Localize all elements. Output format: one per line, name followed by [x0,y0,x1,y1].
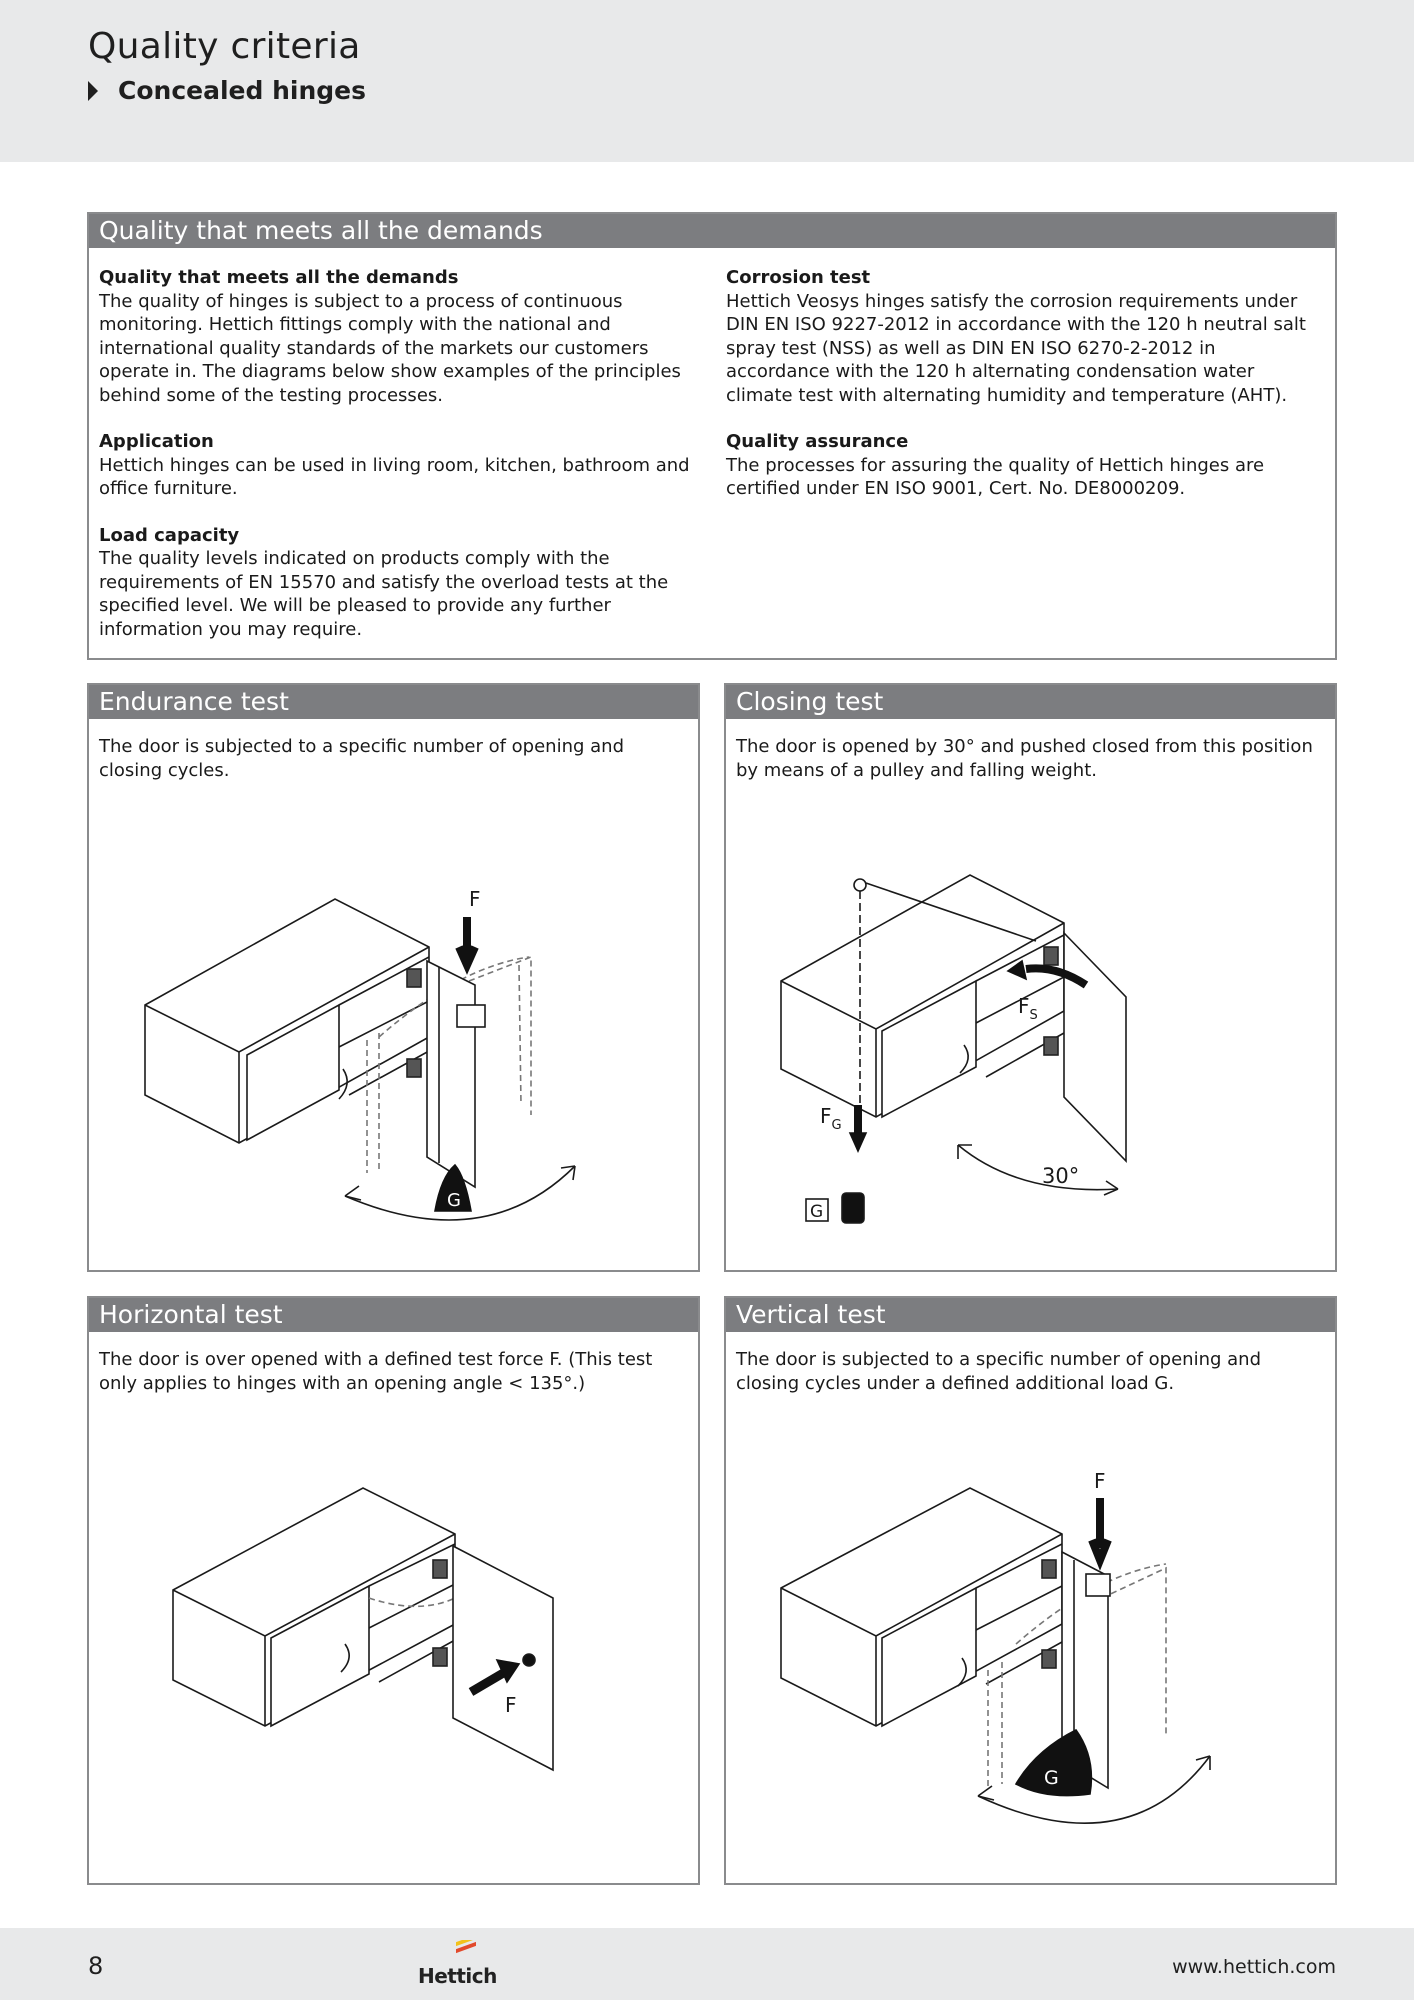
intro-box [87,212,1337,660]
page-title: Quality criteria [88,26,361,67]
hettich-logo [418,1940,497,1992]
endurance-test-heading: Endurance test [89,685,698,719]
section-heading: Quality that meets all the demands [99,267,459,288]
intro-section [726,430,1313,501]
endurance-test-diagram [89,685,698,1270]
section-heading: Load capacity [99,524,240,546]
endurance-test-text: The door is subjected to a specific number of opening and closing cycles. [99,736,624,781]
force-fs-label: $F_S$ [1018,994,1038,1023]
vertical-test-text: The door is subjected to a specific number of opening and closing cycles under a defined additional load G. [736,1349,1261,1394]
intro-box-heading: Quality that meets all the demands [89,214,1335,248]
weight-g-label: G [447,1190,461,1211]
force-f-label: F [1094,1469,1106,1493]
section-body: The processes for assuring the quality of Hettich hinges are certified under EN ISO 9001, Cert. No. DE8000209. [726,454,1265,499]
website-link[interactable]: www.hettich.com [1172,1956,1336,1978]
section-body: The quality levels indicated on products comply with the requirements of EN 15570 and satisfy the overload tests at the specified level. We will be pleased to provide any further information you may require. [99,548,669,640]
closing-test-text: The door is opened by 30° and pushed closed from this position by means of a pulley and falling weight. [736,736,1313,781]
section-heading: Quality assurance [726,431,909,452]
section-body: Hettich hinges can be used in living room, kitchen, bathroom and office furniture. [99,454,690,499]
section-heading: Application [99,431,214,452]
intro-section [99,430,700,501]
horizontal-test-heading: Horizontal test [89,1298,698,1332]
force-f-label: F [505,1693,517,1717]
closing-test-heading: Closing test [726,685,1335,719]
section-heading: Corrosion test [726,267,871,288]
intro-right-column [712,266,1325,664]
intro-section [99,266,700,407]
page-subtitle: Concealed hinges [118,76,366,105]
subtitle-row [88,76,366,105]
vertical-test-panel [724,1296,1337,1885]
vertical-test-diagram [726,1298,1335,1883]
horizontal-test-panel [87,1296,700,1885]
endurance-test-panel [87,683,700,1272]
closing-test-panel [724,683,1337,1272]
weight-g-label: G [810,1202,824,1222]
intro-left-column [99,266,712,664]
page-number: 8 [88,1952,104,1980]
page-footer [0,1928,1414,2000]
horizontal-test-text: The door is over opened with a defined test force F. (This test only applies to hinges with an opening angle < 135°.) [99,1349,653,1394]
page-header [0,0,1414,162]
section-body: The quality of hinges is subject to a process of continuous monitoring. Hettich fittings comply with the national and international quality standards of the markets our customers operate in. The diagrams below show examples of the principles behind some of the testing processes. [99,290,681,406]
closing-test-diagram [726,685,1335,1270]
intro-section [99,524,700,642]
triangle-right-icon [88,81,98,101]
angle-label: 30° [1042,1164,1080,1188]
logo-text: Hettich [418,1964,497,1988]
horizontal-test-diagram [89,1298,698,1883]
vertical-test-heading: Vertical test [726,1298,1335,1332]
weight-g-label: G [1044,1767,1059,1789]
intro-section [726,266,1313,407]
force-fg-label: $F_G$ [820,1104,842,1133]
force-f-label: F [469,887,481,911]
section-body: Hettich Veosys hinges satisfy the corrosion requirements under DIN EN ISO 9227-2012 in accordance with the 120 h neutral salt spray test (NSS) as well as DIN EN ISO 6270-2-2012 in accordance with the 120 h alternating condensation water climate test with alternating humidity and temperature (AHT). [726,290,1306,406]
